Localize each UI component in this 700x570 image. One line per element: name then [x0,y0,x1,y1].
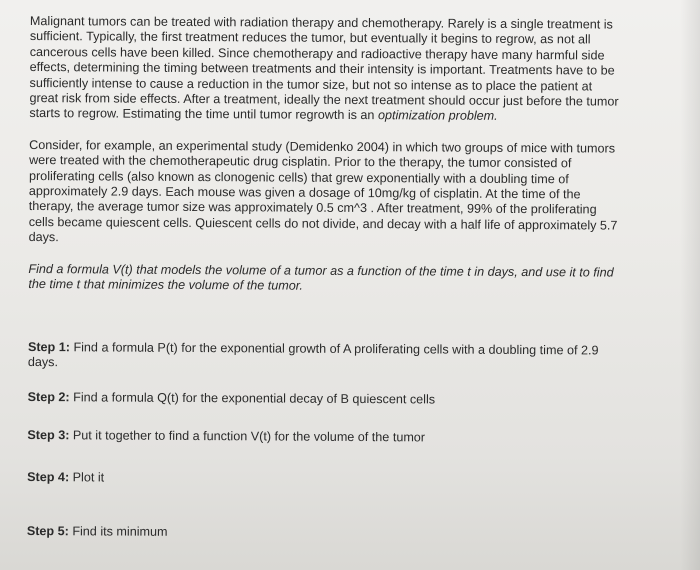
step-text: Put it together to find a function V(t) for the volume of the tumor [72,428,426,445]
step-label: Step 5: [26,523,69,539]
emphasis-text: optimization problem. [377,108,498,124]
experiment-paragraph: Consider, for example, an experimental study (Demidenko 2004) in which two groups of mice with tumors were treated with the chemotherapeutic drug cisplatin. Prior to the therapy, the tumor consisted of proliferating cells (also known as clonogenic cells) that grew exponentially with a doubling time of approximately 2.9 days. Each mouse was given a dosage of 10mg/kg of cisplatin. At the time of the therapy, the average tumor size was approximately 0.5 cm^3 . After treatment, 99% of the proliferating cells became quiescent cells. Quiescent cells do not divide, and decay with a half life of approximately 5.7 days. [28,137,618,245]
step-5 [27,524,617,543]
step-label: Step 2: [27,389,70,405]
intro-paragraph: Malignant tumors can be treated with radiation therapy and chemotherapy. Rarely is a single treatment is sufficient. Typically, the first treatment reduces the tumor, but eventually it begins to regrow, as not all cancerous cells have been killed. Since chemotherapy and radioactive therapy have many harmful side effects, determining the timing between treatments and their intensity is important. Treatments have to be sufficiently intense to cause a reduction in the tumor size, but not so intense as to place the patient at great risk from side effects. After a treatment, ideally the next treatment should occur just before the tumor starts to regrow. Estimating the time until tumor regrowth is an optimization problem. [29,14,619,124]
step-text: Plot it [72,470,105,485]
problem-statement: Find a formula V(t) that models the volume of a tumor as a function of the time t in days, and use it to find the time t that minimizes the volume of the tumor. [28,261,614,293]
step-4 [27,470,617,489]
step-label: Step 4: [27,469,70,485]
step-text: Find its minimum [72,524,168,539]
step-3 [27,428,617,447]
step-label: Step 1: [27,339,71,355]
step-2 [28,390,618,409]
step-label: Step 3: [27,427,70,443]
step-text: Find a formula P(t) for the exponential growth of A proliferating cells with a doubling time of 2.9 days. [27,340,599,370]
step-text: Find a formula Q(t) for the exponential decay of B quiescent cells [73,390,436,407]
step-1 [28,340,618,374]
page-shadow [680,0,700,570]
document-body [26,14,620,539]
